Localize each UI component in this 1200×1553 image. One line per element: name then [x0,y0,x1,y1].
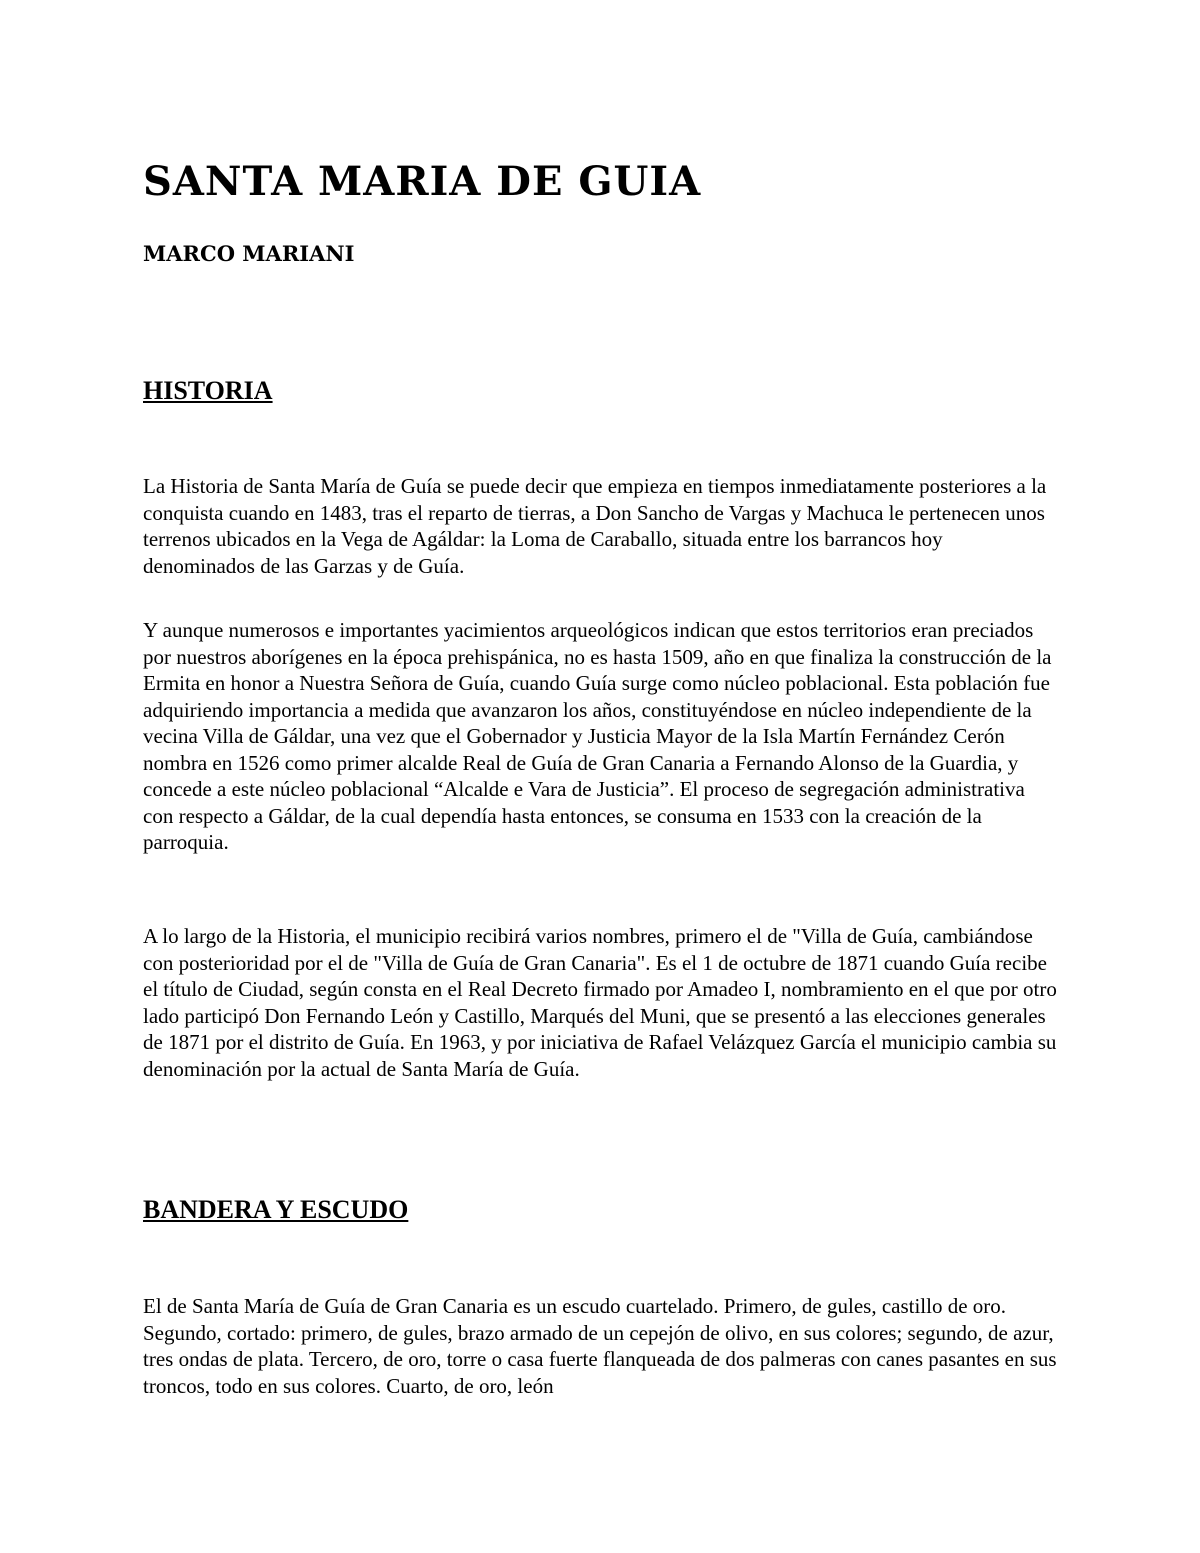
section-heading-bandera-y-escudo: BANDERA Y ESCUDO [143,1195,409,1224]
historia-paragraph-1: La Historia de Santa María de Guía se puede decir que empieza en tiempos inmediatamente posteriores a la conquista cuando en 1483, tras el reparto de tierras, a Don Sancho de Vargas y Machuca le pertenecen unos terrenos ubicados en la Vega de Agáldar: la Loma de Caraballo, situada entre los barrancos hoy denominados de las Garzas y de Guía. [143,474,1047,578]
document-author: MARCO MARIANI [143,241,355,266]
historia-paragraph-2: Y aunque numerosos e importantes yacimientos arqueológicos indican que estos territorios eran preciados por nuestros aborígenes en la época prehispánica, no es hasta 1509, año en que finaliza la construcción de la Ermita en honor a Nuestra Señora de Guía, cuando Guía surge como núcleo poblacional. Esta población fue adquiriendo importancia a medida que avanzaron los años, constituyéndose en núcleo independiente de la vecina Villa de Gáldar, una vez que el Gobernador y Justicia Mayor de la Isla Martín Fernández Cerón nombra en 1526 como primer alcalde Real de Guía de Gran Canaria a Fernando Alonso de la Guardia, y concede a este núcleo poblacional “Alcalde e Vara de Justicia”. El proceso de segregación administrativa con respecto a Gáldar, de la cual dependía hasta entonces, se consuma en 1533 con la creación de la parroquia. [143,618,1052,854]
document-title: SANTA MARIA DE GUIA [143,158,702,205]
section-heading-historia: HISTORIA [143,376,273,405]
historia-paragraph-3: A lo largo de la Historia, el municipio recibirá varios nombres, primero el de "Villa de Guía, cambiándose con posterioridad por el de "Villa de Guía de Gran Canaria". Es el 1 de octubre de 1871 cuando Guía recibe el título de Ciudad, según consta en el Real Decreto firmado por Amadeo I, nombramiento en el que por otro lado participó Don Fernando León y Castillo, Marqués del Muni, que se presentó a las elecciones generales de 1871 por el distrito de Guía. En 1963, y por iniciativa de Rafael Velázquez García el municipio cambia su denominación por la actual de Santa María de Guía. [143,924,1057,1081]
bandera-paragraph-1: El de Santa María de Guía de Gran Canaria es un escudo cuartelado. Primero, de gules, castillo de oro. Segundo, cortado: primero, de gules, brazo armado de un cepejón de olivo, en sus colores; segundo, de azur, tres ondas de plata. Tercero, de oro, torre o casa fuerte flanqueada de dos palmeras con canes pasantes en sus troncos, todo en sus colores. Cuarto, de oro, león [143,1294,1057,1398]
